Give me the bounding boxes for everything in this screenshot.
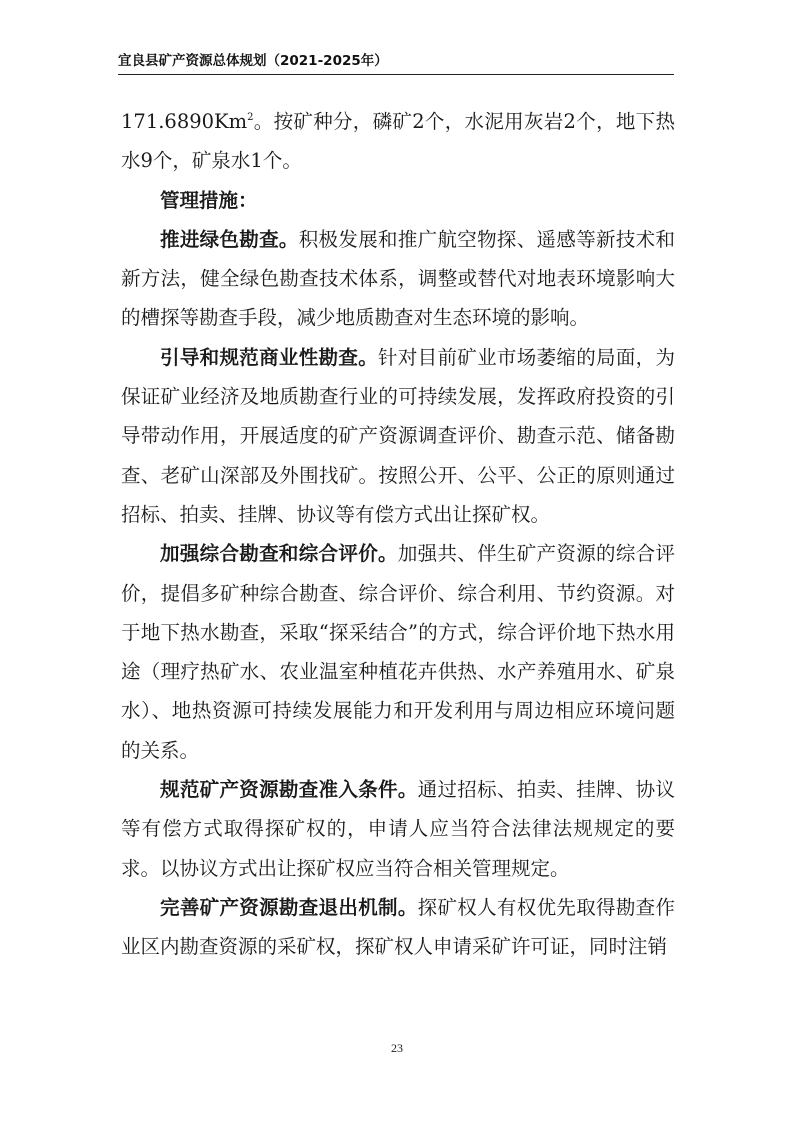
paragraph-lead: 规范矿产资源勘查准入条件。 <box>160 778 418 802</box>
paragraph-text: 通过招标、拍卖、挂牌、协议等有偿方式取得探矿权的，申请人应当符合法律法规规定的要求。以协议方式出让探矿权应当符合相关管理规定。 <box>121 778 675 880</box>
running-header: 宜良县矿产资源总体规划（2021-2025年） <box>118 53 388 69</box>
page-body <box>121 102 675 967</box>
paragraph-comprehensive-evaluation <box>121 534 675 770</box>
paragraph-text: 加强共、伴生矿产资源的综合评价，提倡多矿种综合勘查、综合评价、综合利用、节约资源。对于地下热水勘查，采取“探采结合”的方式，综合评价地下热水用途（理疗热矿水、农业温室种植花卉供热、水产养殖用水、矿泉水）、地热资源可持续发展能力和开发利用与周边相应环境问题的关系。 <box>121 542 675 762</box>
section-heading: 管理措施： <box>160 188 258 212</box>
page-number: 23 <box>391 1041 403 1055</box>
paragraph-commercial-exploration <box>121 338 675 534</box>
paragraph-access-conditions <box>121 770 675 888</box>
paragraph-text: 针对目前矿业市场萎缩的局面，为保证矿业经济及地质勘查行业的可持续发展，发挥政府投资的引导带动作用，开展适度的矿产资源调查评价、勘查示范、储备勘查、老矿山深部及外围找矿。按照公开、公平、公正的原则通过招标、拍卖、挂牌、协议等有偿方式出让探矿权。 <box>121 345 675 526</box>
area-value: 171.6890Km <box>121 110 248 133</box>
paragraph-text: 探矿权人有权优先取得勘查作业区内勘查资源的采矿权，探矿权人申请采矿许可证，同时注销 <box>121 895 675 959</box>
header-divider <box>118 74 674 75</box>
paragraph-lead: 推进绿色勘查。 <box>160 227 299 251</box>
paragraph-lead: 引导和规范商业性勘查。 <box>160 345 379 369</box>
paragraph-area-statistics <box>121 102 675 181</box>
paragraph-lead: 加强综合勘查和综合评价。 <box>160 542 398 566</box>
section-heading-management <box>121 181 675 220</box>
paragraph-lead: 完善矿产资源勘查退出机制。 <box>160 895 418 919</box>
area-unit-superscript: 2 <box>247 112 254 123</box>
paragraph-green-exploration <box>121 220 675 338</box>
paragraph-exit-mechanism <box>121 888 675 967</box>
paragraph-text: 。按矿种分，磷矿2个，水泥用灰岩2个，地下热水9个，矿泉水1个。 <box>121 110 675 173</box>
paragraph-text: 积极发展和推广航空物探、遥感等新技术和新方法，健全绿色勘查技术体系，调整或替代对地表环境影响大的槽探等勘查手段，减少地质勘查对生态环境的影响。 <box>121 227 675 330</box>
